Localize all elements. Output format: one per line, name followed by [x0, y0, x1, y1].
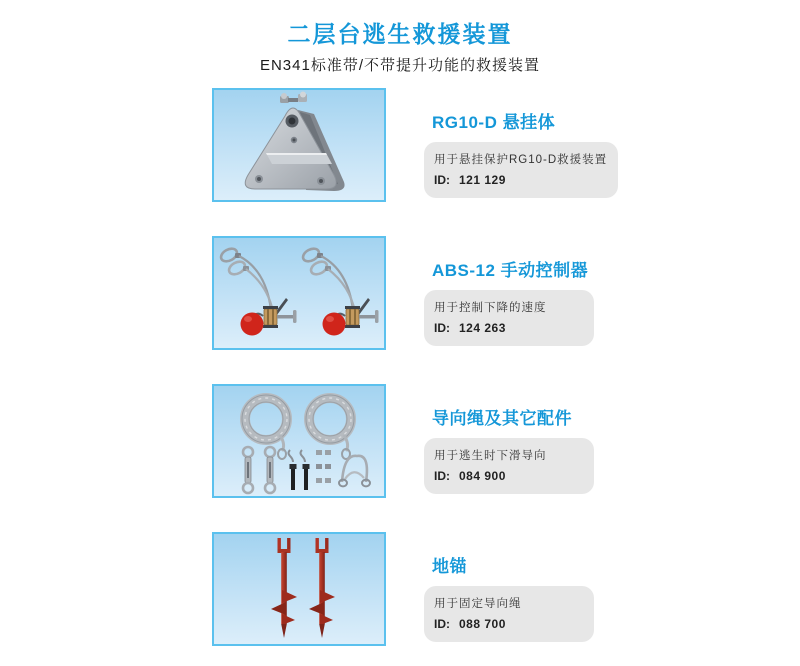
product-description: 用于逃生时下滑导向 — [434, 450, 547, 462]
manual-controller-illustration — [214, 238, 384, 348]
product-info — [424, 384, 594, 494]
guide-rope-kit-image — [212, 384, 386, 498]
product-id — [434, 467, 583, 486]
product-name: 地锚 — [432, 557, 467, 576]
product-id-value: 088 700 — [459, 616, 506, 631]
product-name: ABS-12 手动控制器 — [432, 261, 589, 280]
product-row — [212, 236, 618, 350]
product-id — [434, 319, 583, 338]
guide-rope-kit-illustration — [214, 386, 384, 496]
product-row — [212, 384, 618, 498]
product-id-label: ID: — [434, 468, 450, 483]
product-id-value: 084 900 — [459, 468, 506, 483]
product-info — [424, 236, 594, 346]
product-card — [424, 142, 618, 198]
product-info — [424, 88, 618, 198]
suspension-body-image — [212, 88, 386, 202]
product-list — [212, 88, 618, 666]
product-name: RG10-D 悬挂体 — [432, 113, 556, 132]
product-id-value: 124 263 — [459, 320, 506, 335]
product-id — [434, 615, 583, 634]
product-info — [424, 532, 594, 642]
product-row — [212, 88, 618, 202]
product-row — [212, 532, 618, 646]
product-id — [434, 171, 607, 190]
product-card — [424, 438, 594, 494]
ground-anchors-image — [212, 532, 386, 646]
ground-anchors-illustration — [214, 534, 384, 644]
manual-controller-image — [212, 236, 386, 350]
product-description: 用于悬挂保护RG10-D救援装置 — [434, 154, 608, 166]
product-id-label: ID: — [434, 172, 450, 187]
product-name: 导向绳及其它配件 — [432, 409, 572, 428]
page-subtitle: EN341标准带/不带提升功能的救援装置 — [259, 57, 541, 74]
product-card — [424, 586, 594, 642]
page-header — [0, 0, 800, 75]
product-description: 用于固定导向绳 — [434, 598, 522, 610]
product-id-label: ID: — [434, 616, 450, 631]
product-card — [424, 290, 594, 346]
product-description: 用于控制下降的速度 — [434, 302, 547, 314]
product-id-label: ID: — [434, 320, 450, 335]
suspension-body-illustration — [214, 90, 384, 200]
page-title: 二层台逃生救援装置 — [287, 21, 513, 47]
product-id-value: 121 129 — [459, 172, 506, 187]
